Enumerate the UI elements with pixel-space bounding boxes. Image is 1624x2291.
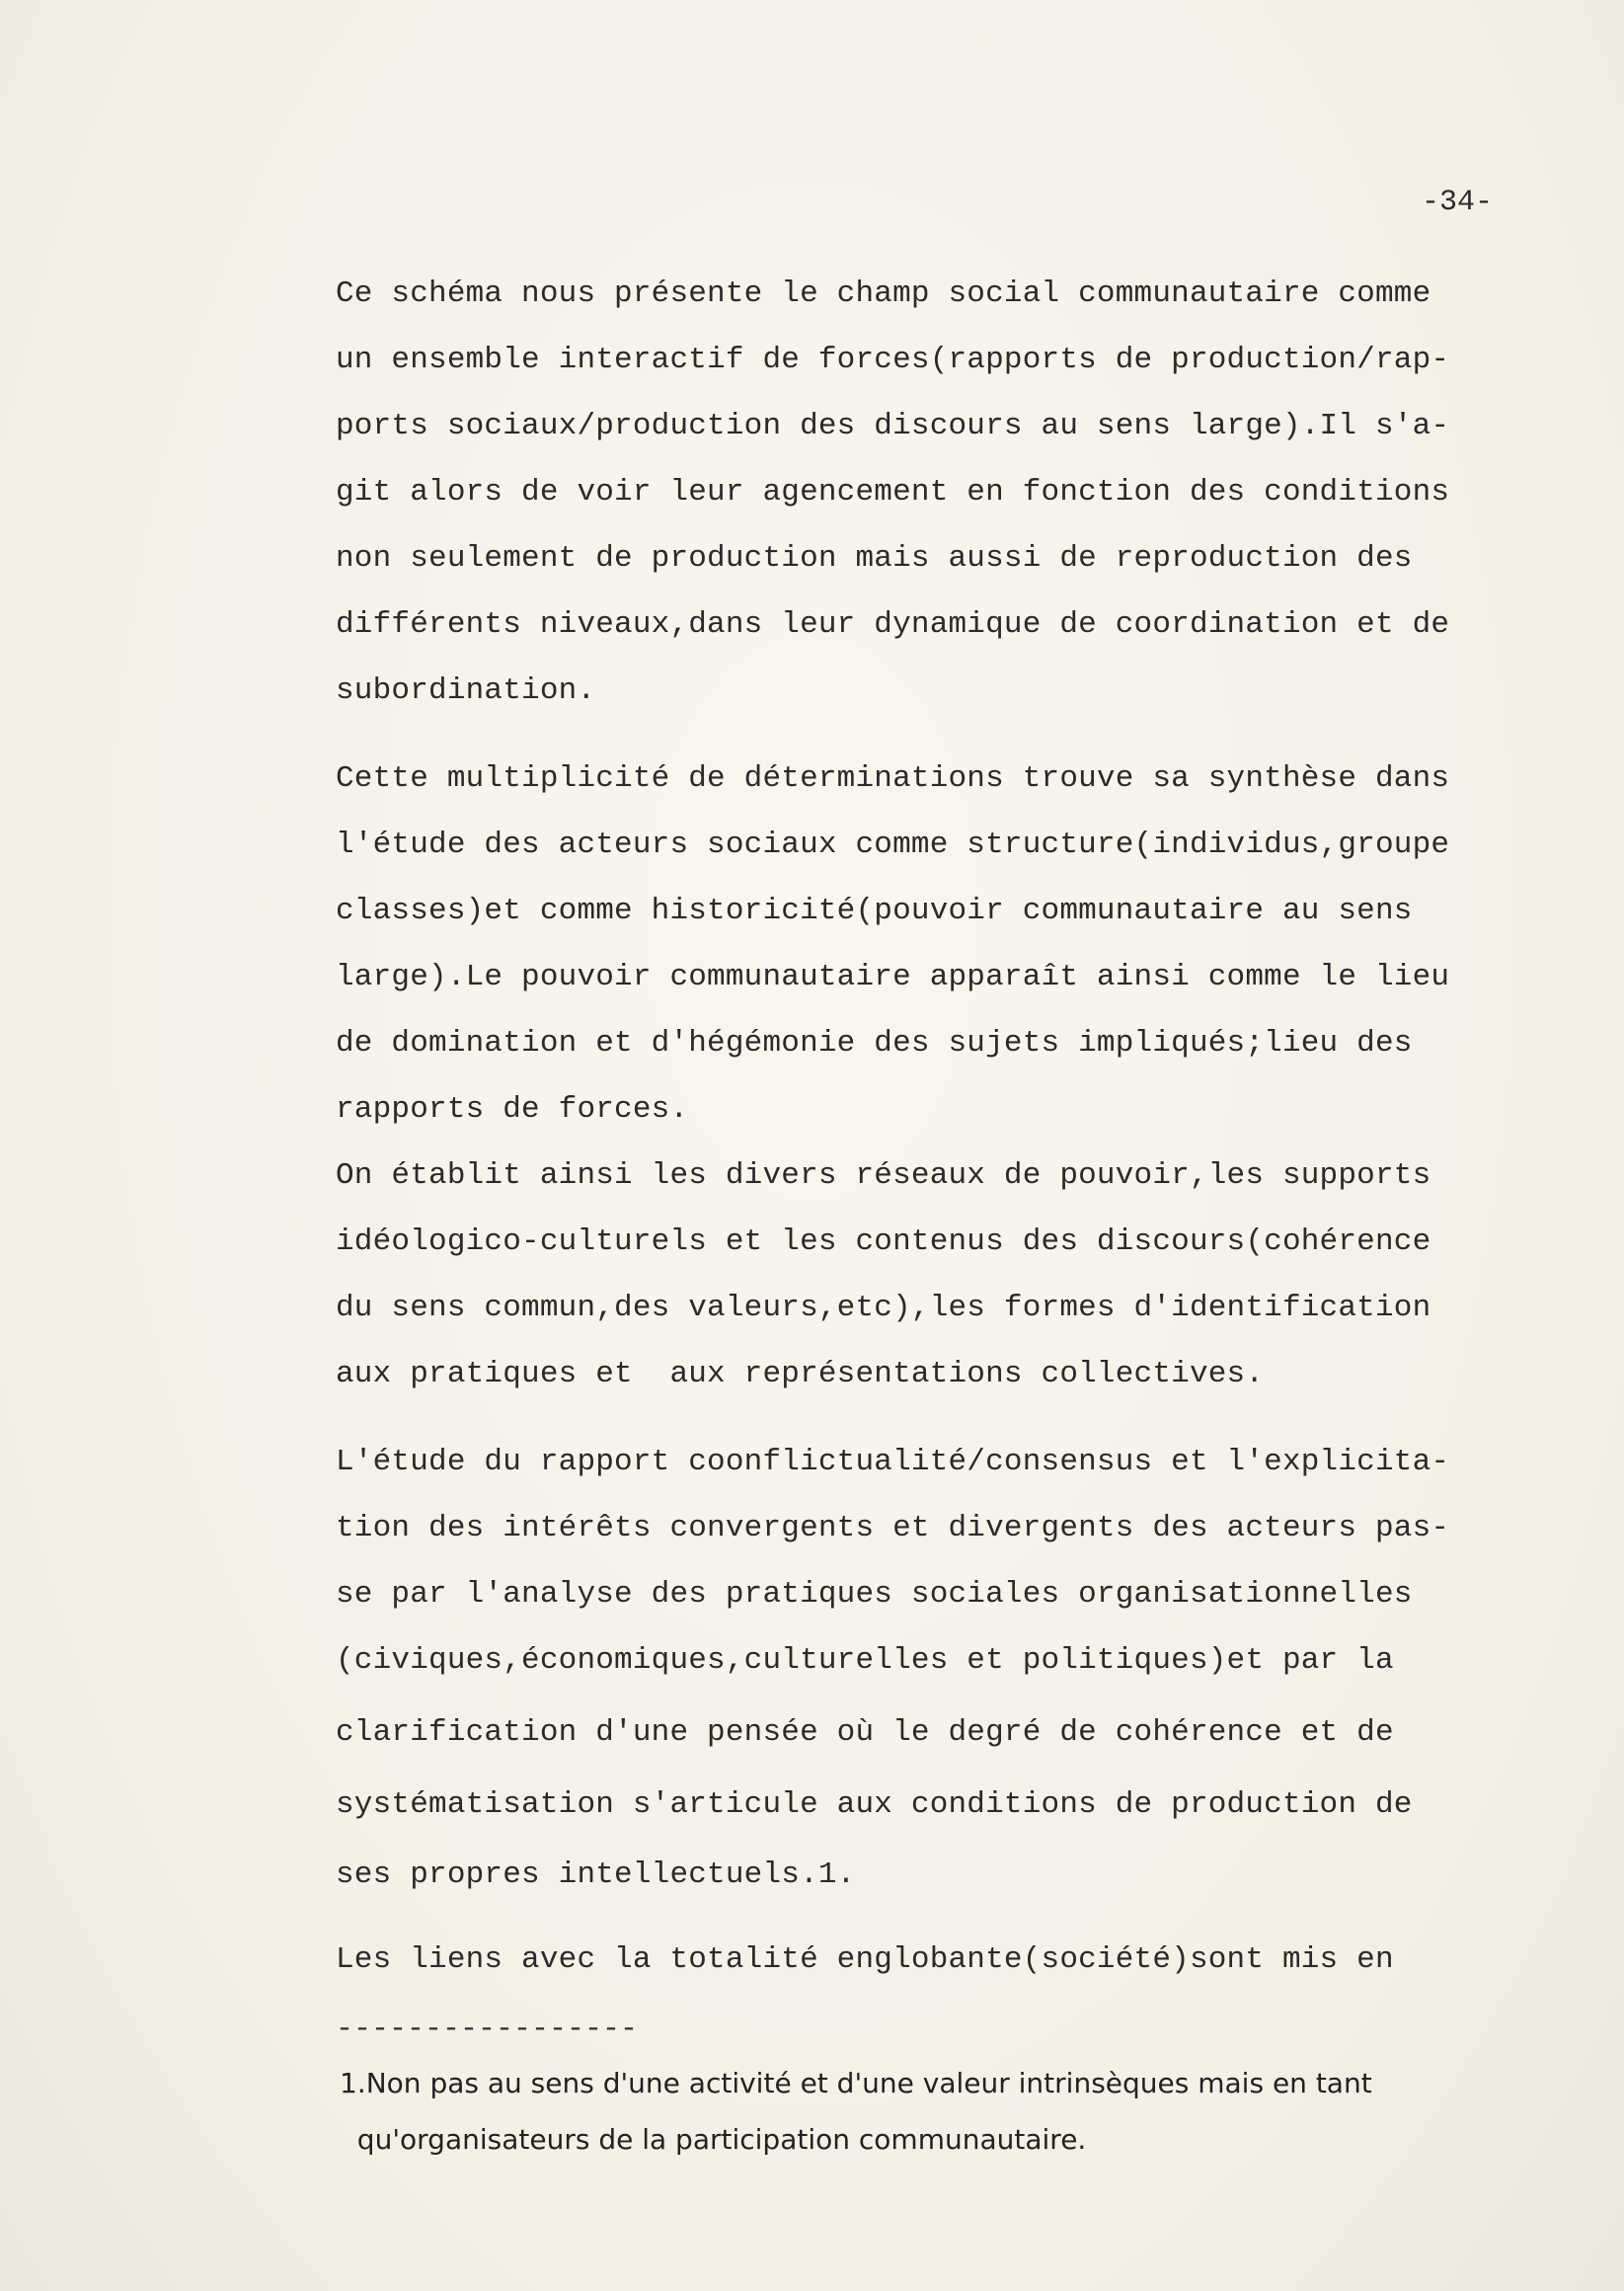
paragraph-1-line-2: un ensemble interactif de forces(rapports de production/rap- (336, 343, 1450, 377)
paragraph-2-line-5: de domination et d'hégémonie des sujets impliqués;lieu des (336, 1026, 1413, 1061)
paragraph-2-line-6: rapports de forces. (336, 1092, 689, 1127)
paragraph-2-line-1: Cette multiplicité de déterminations trouve sa synthèse dans (336, 761, 1450, 796)
paragraph-3-line-7: ses propres intellectuels.1. (336, 1857, 856, 1892)
paragraph-3-line-4: (civiques,économiques,culturelles et politiques)et par la (336, 1643, 1394, 1678)
paragraph-2-line-9: du sens commun,des valeurs,etc),les formes d'identification (336, 1291, 1431, 1325)
paragraph-2-line-3: classes)et comme historicité(pouvoir communautaire au sens (336, 894, 1413, 928)
paragraph-2-line-8: idéologico-culturels et les contenus des discours(cohérence (336, 1224, 1431, 1259)
footnote-line-2: qu'organisateurs de la participation communautaire. (340, 2123, 1087, 2156)
paragraph-1-line-1: Ce schéma nous présente le champ social communautaire comme (336, 276, 1431, 311)
paragraph-4-line-1: Les liens avec la totalité englobante(société)sont mis en (336, 1942, 1394, 1977)
paragraph-2-line-10: aux pratiques et aux représentations collectives. (336, 1357, 1265, 1391)
paragraph-1-line-4: git alors de voir leur agencement en fonction des conditions (336, 475, 1450, 510)
paragraph-2-line-2: l'étude des acteurs sociaux comme structure(individus,groupe (336, 828, 1450, 862)
paragraph-3-line-3: se par l'analyse des pratiques sociales organisationnelles (336, 1577, 1413, 1612)
paragraph-1-line-7: subordination. (336, 673, 596, 708)
paragraph-3-line-6: systématisation s'articule aux conditions de production de (336, 1787, 1413, 1822)
paragraph-1-line-6: différents niveaux,dans leur dynamique de coordination et de (336, 607, 1450, 642)
paragraph-2-line-4: large).Le pouvoir communautaire apparaît ainsi comme le lieu (336, 960, 1450, 994)
paragraph-1-line-3: ports sociaux/production des discours au sens large).Il s'a- (336, 409, 1450, 443)
paragraph-1-line-5: non seulement de production mais aussi de reproduction des (336, 541, 1413, 576)
footnote-separator: ----------------- (336, 2013, 639, 2046)
paragraph-2-line-7: On établit ainsi les divers réseaux de pouvoir,les supports (336, 1158, 1431, 1193)
page-number: -34- (1422, 186, 1494, 219)
paragraph-3-line-1: L'étude du rapport coonflictualité/consensus et l'explicita- (336, 1445, 1450, 1479)
paragraph-3-line-2: tion des intérêts convergents et divergents des acteurs pas- (336, 1511, 1450, 1545)
paragraph-3-line-5: clarification d'une pensée où le degré de cohérence et de (336, 1715, 1394, 1750)
footnote-line-1: 1.Non pas au sens d'une activité et d'une valeur intrinsèques mais en tant (340, 2067, 1372, 2099)
